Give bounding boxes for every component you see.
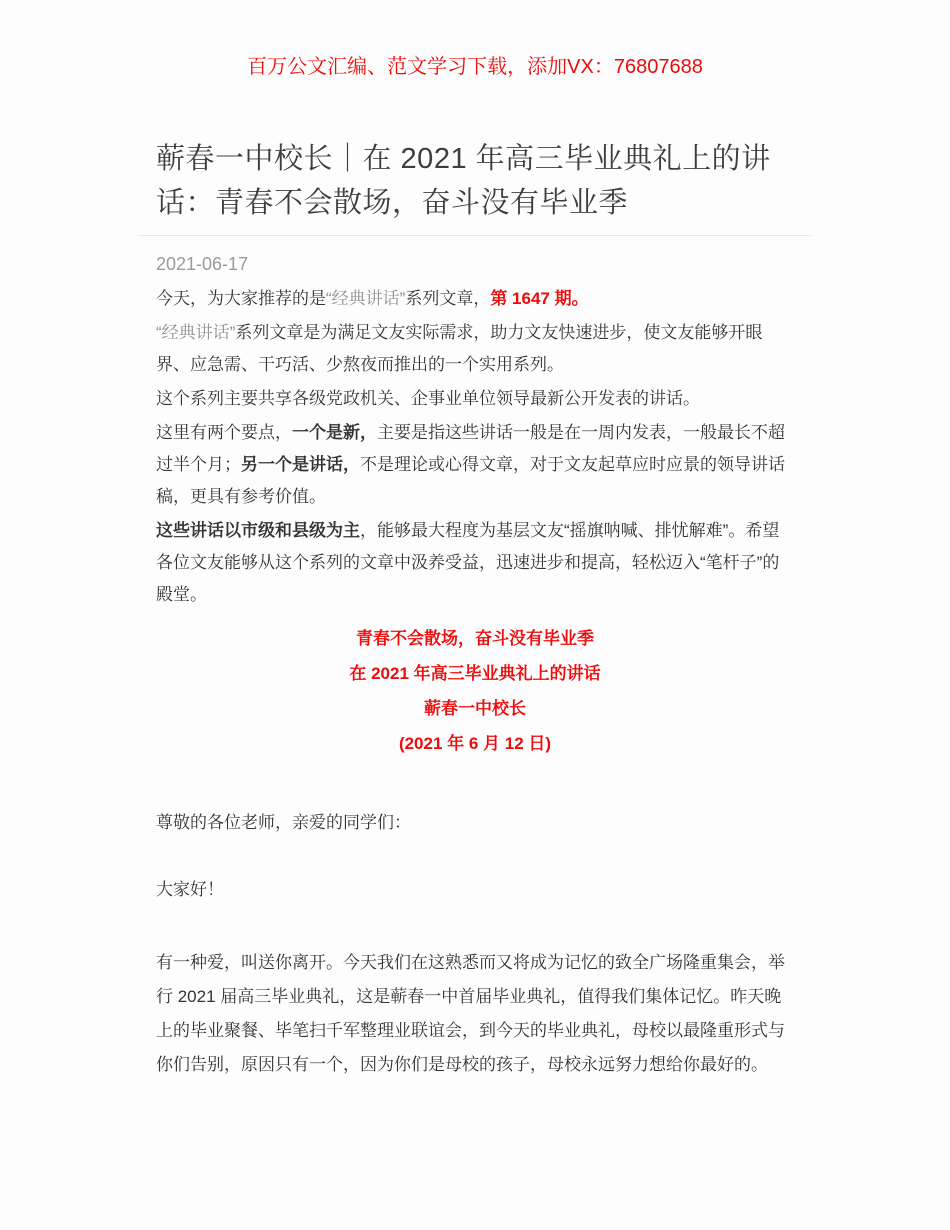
intro-p2-quoted-series: “经典讲话” bbox=[156, 323, 236, 342]
intro-p4-text-1: 这里有两个要点， bbox=[156, 423, 292, 442]
intro-p4-text-3: 不是理论或心得文章，对于文友起草应时应景的领导讲话稿，更具有参考价值。 bbox=[156, 455, 785, 506]
intro-p1-quoted-series: “经典讲话” bbox=[326, 289, 406, 308]
intro-paragraph-2 bbox=[156, 317, 794, 381]
intro-p1-text-1: 今天，为大家推荐的是 bbox=[156, 289, 326, 308]
intro-p4-point-speech: 另一个是讲话， bbox=[241, 455, 360, 474]
intro-paragraph-4 bbox=[156, 417, 794, 513]
intro-p3-text: 这个系列主要共享各级党政机关、企事业单位领导最新公开发表的讲话。 bbox=[156, 389, 700, 408]
article-title: 蕲春一中校长｜在 2021 年高三毕业典礼上的讲话：青春不会散场，奋斗没有毕业季 bbox=[156, 143, 771, 219]
article bbox=[139, 137, 811, 1082]
speech-paragraph-1: 有一种爱，叫送你离开。今天我们在这熟悉而又将成为记忆的致全广场隆重集会，举行 2021 届高三毕业典礼，这是蕲春一中首届毕业典礼，值得我们集体记忆。昨天晚上的毕业聚餐、毕笔扫千军整理业联谊会，到今天的毕业典礼，母校以最隆重形式与你们告别，原因只有一个，因为你们是母校的孩子，母校永远努力想给你最好的。 bbox=[156, 953, 785, 1074]
speech-heading-speaker: 蕲春一中校长 bbox=[424, 699, 526, 718]
speech-heading-date: (2021 年 6 月 12 日) bbox=[398, 734, 552, 753]
intro-p2-text: 系列文章是为满足文友实际需求，助力文友快速进步，使文友能够开眼界、应急需、干巧活、少熬夜而推出的一个实用系列。 bbox=[156, 323, 763, 374]
speech-salutation: 尊敬的各位老师，亲爱的同学们： bbox=[156, 813, 411, 832]
promo-header: 百万公文汇编、范文学习下载，添加VX：76807688 bbox=[247, 56, 703, 78]
speech-heading-subtitle: 青春不会散场，奋斗没有毕业季 bbox=[356, 629, 594, 648]
intro-p1-text-2: 系列文章， bbox=[405, 289, 491, 308]
speech-heading bbox=[156, 621, 794, 761]
intro-p5-text: ，能够最大程度为基层文友“摇旗呐喊、排忧解难”。希望各位文友能够从这个系列的文章中汲养受益，迅速进步和提高，轻松迈入“笔杆子”的殿堂。 bbox=[156, 521, 780, 604]
article-date: 2021-06-17 bbox=[156, 254, 249, 274]
intro-p4-point-new: 一个是新， bbox=[292, 423, 377, 442]
title-divider bbox=[139, 235, 811, 236]
intro-p1-issue-number: 第 1647 期。 bbox=[490, 289, 589, 308]
intro-p4-text-2: 主要是指这些讲话一般是在一周内发表，一般最长不超过半个月； bbox=[156, 423, 785, 474]
intro-paragraph-1 bbox=[156, 283, 794, 315]
intro-paragraph-3 bbox=[156, 383, 794, 415]
intro-p5-bold-lead: 这些讲话以市级和县级为主 bbox=[156, 521, 360, 540]
speech-greeting: 大家好！ bbox=[156, 880, 224, 899]
speech-heading-title: 在 2021 年高三毕业典礼上的讲话 bbox=[349, 664, 601, 683]
article-body bbox=[156, 283, 794, 1082]
intro-paragraph-5 bbox=[156, 515, 794, 611]
